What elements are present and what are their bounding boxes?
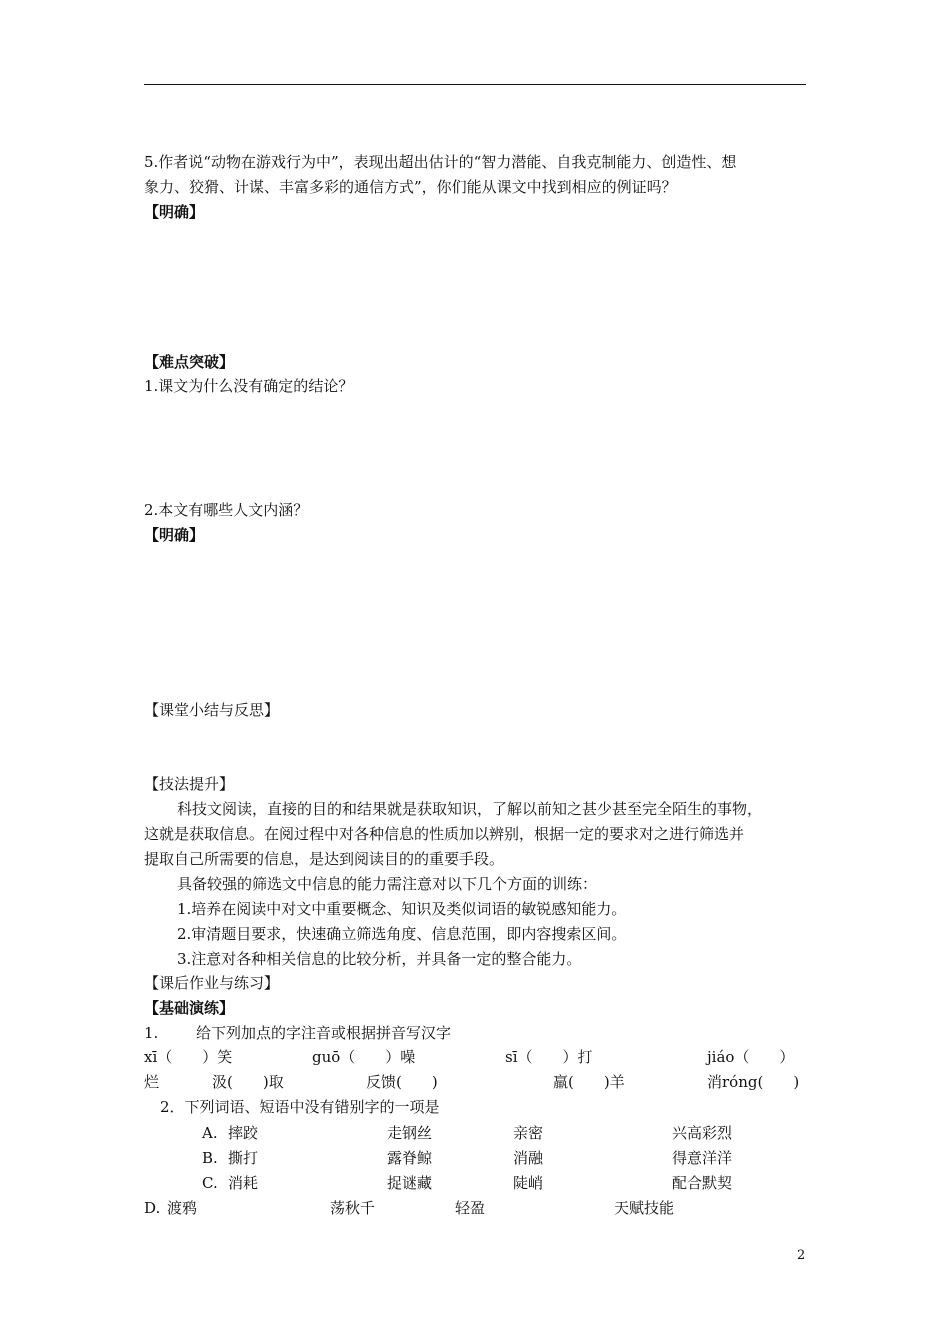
pinyin-item: guō（ ）噪 xyxy=(312,1048,416,1066)
option-word: 荡秋千 xyxy=(330,1199,376,1217)
skill-paragraph-1-line-3: 提取自己所需要的信息，是达到阅读目的的重要手段。 xyxy=(144,850,505,868)
question-5-line-1: 5.作者说“动物在游戏行为中”，表现出超出估计的“智力潜能、自我克制能力、创造性、想 xyxy=(144,153,737,171)
difficulty-heading: 【难点突破】 xyxy=(144,353,235,371)
pinyin-item: 烂 xyxy=(144,1073,160,1091)
option-word: 摔跤 xyxy=(228,1124,259,1142)
answer-label-2: 【明确】 xyxy=(144,526,205,544)
skill-paragraph-2: 具备较强的筛选文中信息的能力需注意对以下几个方面的训练： xyxy=(177,875,598,893)
skill-paragraph-1-line-1: 科技文阅读，直接的目的和结果就是获取知识，了解以前知之甚少甚至完全陌生的事物， xyxy=(177,800,763,818)
option-word: 得意洋洋 xyxy=(672,1149,733,1167)
skill-item-2: 2.审清题目要求，快速确立筛选角度、信息范围，即内容搜索区间。 xyxy=(177,925,627,943)
option-word: 兴高彩烈 xyxy=(672,1124,733,1142)
summary-heading: 【课堂小结与反思】 xyxy=(144,701,280,719)
basic-practice-heading: 【基础演练】 xyxy=(144,999,235,1017)
pinyin-item: 反馈( ) xyxy=(366,1073,438,1091)
option-label: C. xyxy=(202,1174,218,1192)
option-label: B. xyxy=(202,1149,218,1167)
skill-item-3: 3.注意对各种相关信息的比较分析，并具备一定的整合能力。 xyxy=(177,950,582,968)
option-word: 消耗 xyxy=(228,1174,259,1192)
option-word: 渡鸦 xyxy=(167,1199,198,1217)
option-word: 亲密 xyxy=(513,1124,544,1142)
option-word: 露脊鲸 xyxy=(387,1149,433,1167)
option-word: 天赋技能 xyxy=(614,1199,675,1217)
skill-item-1: 1.培养在阅读中对文中重要概念、知识及类似词语的敏锐感知能力。 xyxy=(177,900,627,918)
difficulty-question-1: 1.课文为什么没有确定的结论？ xyxy=(144,377,354,395)
skill-paragraph-1-line-2: 这就是获取信息。在阅过程中对各种信息的性质加以辨别，根据一定的要求对之进行筛选并 xyxy=(144,825,745,843)
homework-q1-number: 1. xyxy=(144,1024,159,1042)
question-5-line-2: 象力、狡猾、计谋、丰富多彩的通信方式”，你们能从课文中找到相应的例证吗？ xyxy=(144,178,677,196)
pinyin-item: 汲( )取 xyxy=(212,1073,284,1091)
answer-label-1: 【明确】 xyxy=(144,203,205,221)
pinyin-item: sī（ ）打 xyxy=(505,1048,593,1066)
option-word: 消融 xyxy=(513,1149,544,1167)
page-number: 2 xyxy=(797,1248,806,1263)
pinyin-item: 消róng( ) xyxy=(707,1073,800,1091)
option-word: 陡峭 xyxy=(513,1174,544,1192)
homework-q1-text: 给下列加点的字注音或根据拼音写汉字 xyxy=(196,1024,452,1042)
pinyin-item: 羸( )羊 xyxy=(553,1073,625,1091)
option-label: A. xyxy=(202,1124,218,1142)
skill-heading: 【技法提升】 xyxy=(144,775,235,793)
pinyin-item: jiáo（ ） xyxy=(707,1048,795,1066)
homework-q2: 2．下列词语、短语中没有错别字的一项是 xyxy=(160,1098,440,1116)
option-label: D. xyxy=(144,1199,161,1217)
option-word: 轻盈 xyxy=(455,1199,486,1217)
pinyin-item: xī（ ）笑 xyxy=(144,1048,233,1066)
option-word: 撕打 xyxy=(228,1149,259,1167)
homework-heading: 【课后作业与练习】 xyxy=(144,974,280,992)
option-word: 捉谜藏 xyxy=(387,1174,433,1192)
option-word: 配合默契 xyxy=(672,1174,733,1192)
difficulty-question-2: 2.本文有哪些人文内涵？ xyxy=(144,501,309,519)
header-rule xyxy=(144,84,806,85)
option-word: 走钢丝 xyxy=(387,1124,433,1142)
